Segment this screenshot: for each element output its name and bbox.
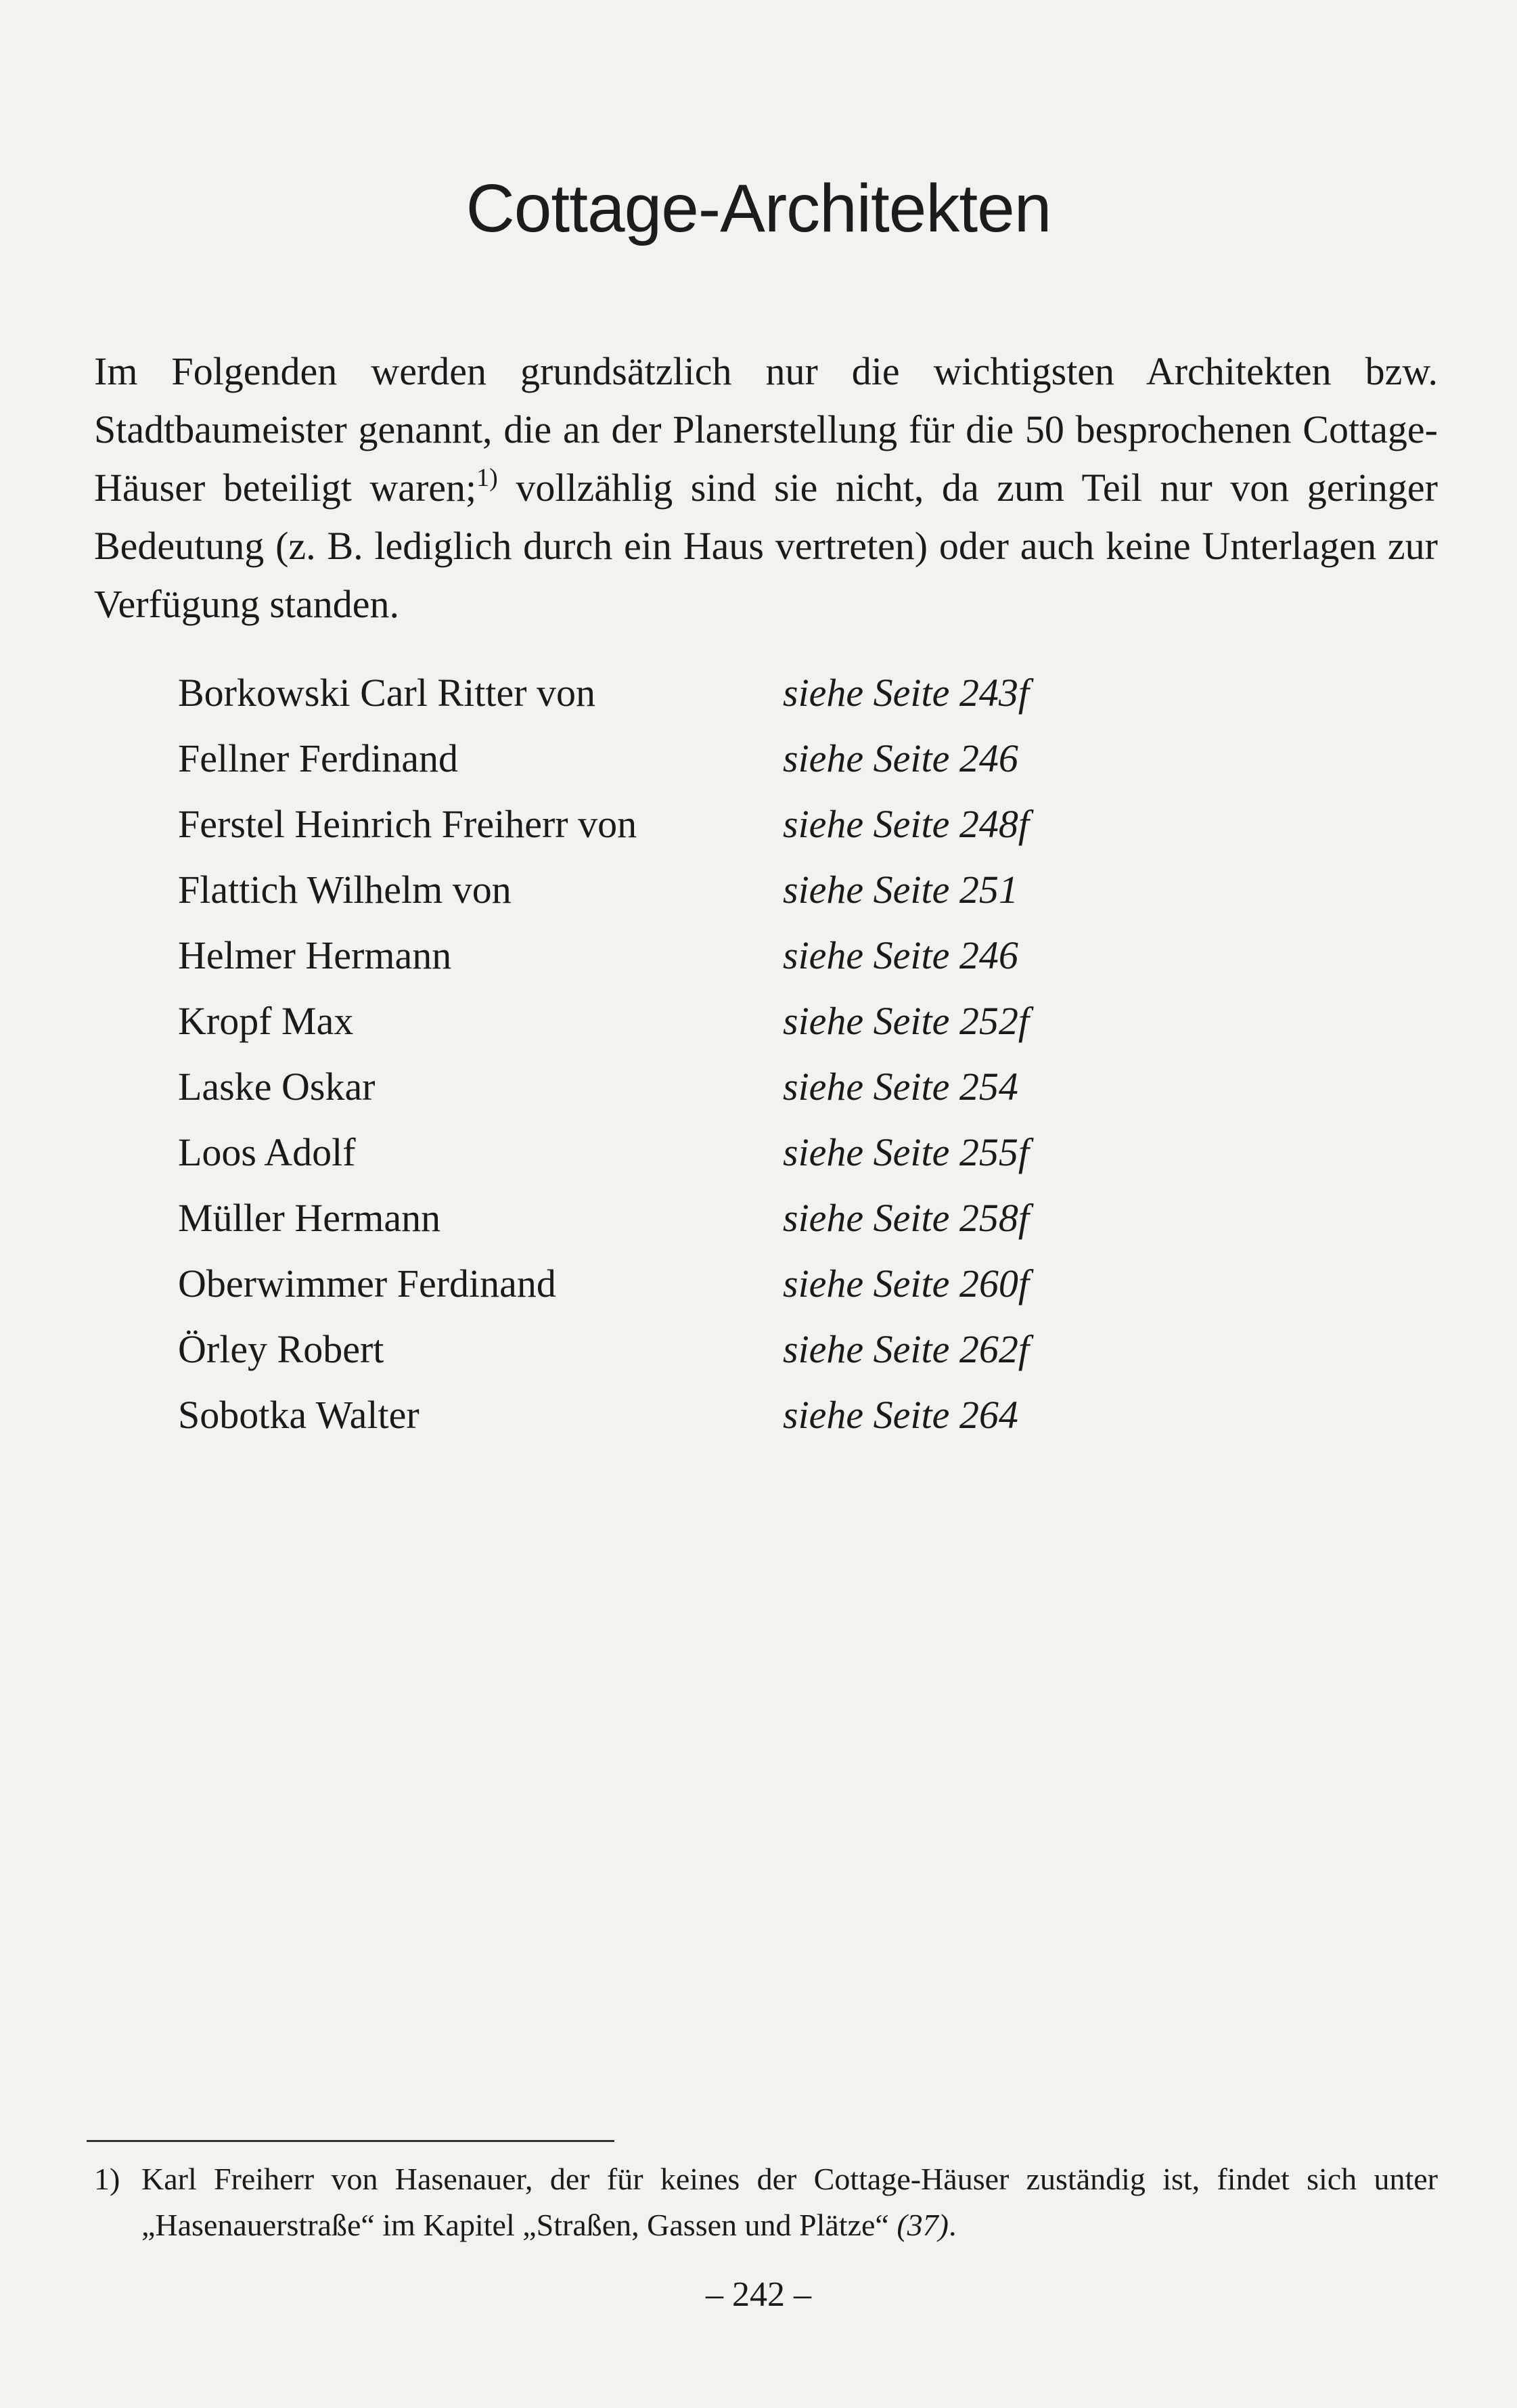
- architect-row: [178, 1119, 1193, 1185]
- architect-row: [178, 857, 1193, 922]
- page-title: Cottage-Architekten: [466, 171, 1051, 246]
- page-reference: siehe Seite 251: [783, 868, 1018, 912]
- architect-row: [178, 1316, 1193, 1382]
- page-reference: siehe Seite 254: [783, 1065, 1018, 1109]
- architect-name: Kropf Max: [178, 999, 354, 1043]
- architect-row: [178, 726, 1193, 791]
- page-reference: siehe Seite 243f: [783, 671, 1030, 715]
- page-reference: siehe Seite 258f: [783, 1196, 1030, 1240]
- architect-name: Fellner Ferdinand: [178, 736, 458, 780]
- architect-row: [178, 660, 1193, 726]
- footnote-marker[interactable]: 1): [476, 464, 498, 492]
- footnote-end: .: [948, 2208, 957, 2242]
- architect-name: Laske Oskar: [178, 1065, 376, 1109]
- architect-row: [178, 1382, 1193, 1448]
- footnote-divider: [87, 2140, 614, 2142]
- footnote-body: Karl Freiherr von Hasenauer, der für keines der Cottage-Häuser zuständig ist, findet sich unter „Hasenauerstraße“ im Kapitel „Straßen, Gassen und Plätze“: [141, 2162, 1438, 2242]
- footnote: [94, 2156, 1438, 2248]
- intro-text: [94, 342, 1438, 633]
- page-reference: siehe Seite 248f: [783, 802, 1030, 846]
- page-reference: siehe Seite 246: [783, 933, 1018, 977]
- architect-row: [178, 1054, 1193, 1119]
- architect-row: [178, 922, 1193, 988]
- page-reference: siehe Seite 252f: [783, 999, 1030, 1043]
- architect-name: Borkowski Carl Ritter von: [178, 671, 596, 715]
- architect-row: [178, 988, 1193, 1054]
- page-reference: siehe Seite 246: [783, 736, 1018, 780]
- page-reference: siehe Seite 264: [783, 1393, 1018, 1437]
- intro-paragraph: [94, 342, 1438, 633]
- architect-name: Helmer Hermann: [178, 933, 452, 977]
- architect-row: [178, 1251, 1193, 1316]
- intro-text-part-2: vollzählig sind sie nicht, da zum Teil nur von geringer Bedeutung (z. B. lediglich durch ein Haus vertreten) oder auch keine Unterlagen zur Verfügung standen.: [94, 466, 1438, 626]
- architect-name: Örley Robert: [178, 1327, 384, 1371]
- architect-row: [178, 791, 1193, 857]
- page-number: – 242 –: [706, 2275, 811, 2314]
- architect-name: Flattich Wilhelm von: [178, 868, 512, 912]
- architect-name: Oberwimmer Ferdinand: [178, 1262, 556, 1306]
- architect-list: [178, 660, 1193, 1448]
- footnote-text: [141, 2156, 1438, 2248]
- page-reference: siehe Seite 255f: [783, 1130, 1030, 1174]
- footnote-reference: (37): [897, 2208, 949, 2242]
- footnote-number: 1): [94, 2162, 120, 2196]
- page-reference: siehe Seite 262f: [783, 1327, 1030, 1371]
- intro-text-part-1: Im Folgenden werden grundsätzlich nur die wichtigsten Architekten bzw. Stadtbaumeister genannt, die an der Planerstellung für die 50 besprochenen Cottage-Häuser beteiligt waren;: [94, 349, 1438, 510]
- architect-row: [178, 1185, 1193, 1251]
- page-reference: siehe Seite 260f: [783, 1262, 1030, 1306]
- architect-name: Ferstel Heinrich Freiherr von: [178, 802, 637, 846]
- architect-name: Sobotka Walter: [178, 1393, 420, 1437]
- architect-name: Loos Adolf: [178, 1130, 356, 1174]
- architect-name: Müller Hermann: [178, 1196, 441, 1240]
